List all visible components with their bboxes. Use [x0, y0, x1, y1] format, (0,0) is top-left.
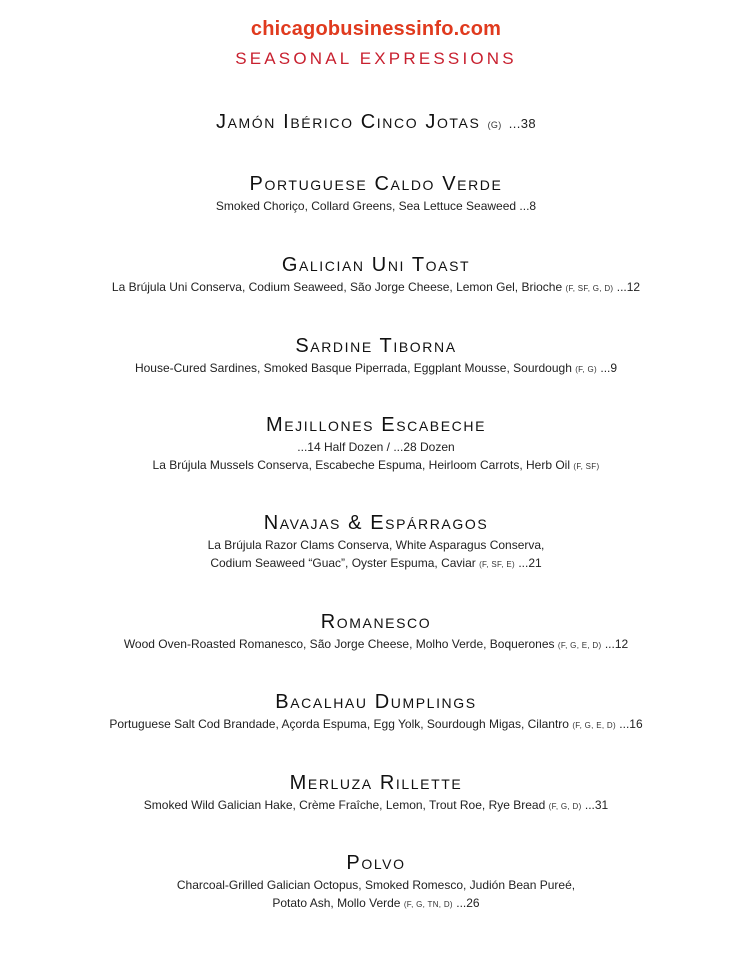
menu-item-name: Polvo	[346, 852, 406, 874]
watermark-text: chicagobusinessinfo.com	[250, 18, 502, 40]
menu-item	[0, 850, 752, 914]
menu-item-description-line	[0, 456, 752, 476]
menu-item-description: Codium Seaweed “Guac”, Oyster Espuma, Caviar	[210, 556, 476, 570]
menu-item-name: Sardine Tiborna	[295, 335, 457, 357]
menu-item-price: ...12	[616, 280, 641, 294]
menu-item-description: Wood Oven-Roasted Romanesco, São Jorge Cheese, Molho Verde, Boquerones	[123, 637, 555, 651]
menu-item-description: House-Cured Sardines, Smoked Basque Piperrada, Eggplant Mousse, Sourdough	[134, 361, 572, 375]
allergen-tags: (F, G, D)	[548, 802, 582, 811]
menu-item-heading	[0, 109, 752, 138]
menu-item-description-line	[0, 197, 752, 215]
section-title: SEASONAL EXPRESSIONS	[235, 49, 517, 68]
allergen-tags: (F, SF)	[573, 462, 600, 471]
menu-item-price-line: ...14 Half Dozen / ...28 Dozen	[297, 440, 455, 454]
menu-item-description: Smoked Choriço, Collard Greens, Sea Lettuce Seaweed	[215, 199, 517, 213]
menu-item-description-line	[0, 715, 752, 735]
menu-item-price: ...16	[619, 717, 643, 731]
menu-item-description-line	[0, 359, 752, 379]
menu-item-description-line	[0, 894, 752, 914]
menu-item-description-line	[0, 796, 752, 816]
allergen-tags: (F, G)	[575, 365, 598, 374]
menu-item-description-line	[0, 554, 752, 574]
allergen-tags: (F, SF, G, D)	[565, 284, 614, 293]
menu-item	[0, 412, 752, 476]
menu-item-price: ...8	[519, 199, 537, 213]
menu-item-name: Galician Uni Toast	[281, 254, 471, 276]
menu-item	[0, 609, 752, 655]
menu-item-description: Smoked Wild Galician Hake, Crème Fraîche, Lemon, Trout Roe, Rye Bread	[143, 798, 546, 812]
menu-item-price: ...31	[584, 798, 609, 812]
menu-item	[0, 252, 752, 298]
menu-item-name: Jamón Ibérico Cinco Jotas	[216, 111, 481, 133]
menu-item	[0, 510, 752, 574]
allergen-tags: (F, SF, E)	[479, 560, 515, 569]
menu-item	[0, 333, 752, 379]
menu-item-price: ...12	[604, 637, 629, 651]
menu-item-description: Potato Ash, Mollo Verde	[272, 896, 401, 910]
menu-item-price: ...21	[518, 556, 542, 570]
allergen-tags: (G)	[487, 120, 502, 130]
menu-item-description: Charcoal-Grilled Galician Octopus, Smoked Romesco, Judión Bean Pureé,	[176, 878, 576, 892]
menu-item-description: Portuguese Salt Cod Brandade, Açorda Espuma, Egg Yolk, Sourdough Migas, Cilantro	[109, 717, 569, 731]
menu-item	[0, 770, 752, 816]
allergen-tags: (F, G, TN, D)	[403, 900, 453, 909]
menu-item-name: Romanesco	[320, 611, 432, 633]
menu-item-description: La Brújula Uni Conserva, Codium Seaweed, São Jorge Cheese, Lemon Gel, Brioche	[111, 280, 563, 294]
menu-item-price: ...38	[508, 116, 536, 131]
menu-item	[0, 171, 752, 215]
menu-item-price: ...26	[456, 896, 480, 910]
menu-item-name: Bacalhau Dumplings	[275, 691, 477, 713]
menu-item-description: La Brújula Mussels Conserva, Escabeche Espuma, Heirloom Carrots, Herb Oil	[152, 458, 571, 472]
menu-item-description-line	[0, 278, 752, 298]
menu-item-name: Mejillones Escabeche	[265, 414, 487, 436]
allergen-tags: (F, G, E, D)	[572, 721, 616, 730]
allergen-tags: (F, G, E, D)	[557, 641, 602, 650]
menu-item-description: La Brújula Razor Clams Conserva, White Asparagus Conserva,	[207, 538, 545, 552]
menu-item	[0, 689, 752, 735]
menu-item	[0, 109, 752, 138]
menu-item-price: ...9	[600, 361, 618, 375]
menu-item-name: Merluza Rillette	[289, 772, 463, 794]
menu-item-name: Navajas & Espárragos	[263, 512, 489, 534]
menu-item-description-line	[0, 635, 752, 655]
menu-item-name: Portuguese Caldo Verde	[249, 173, 503, 195]
